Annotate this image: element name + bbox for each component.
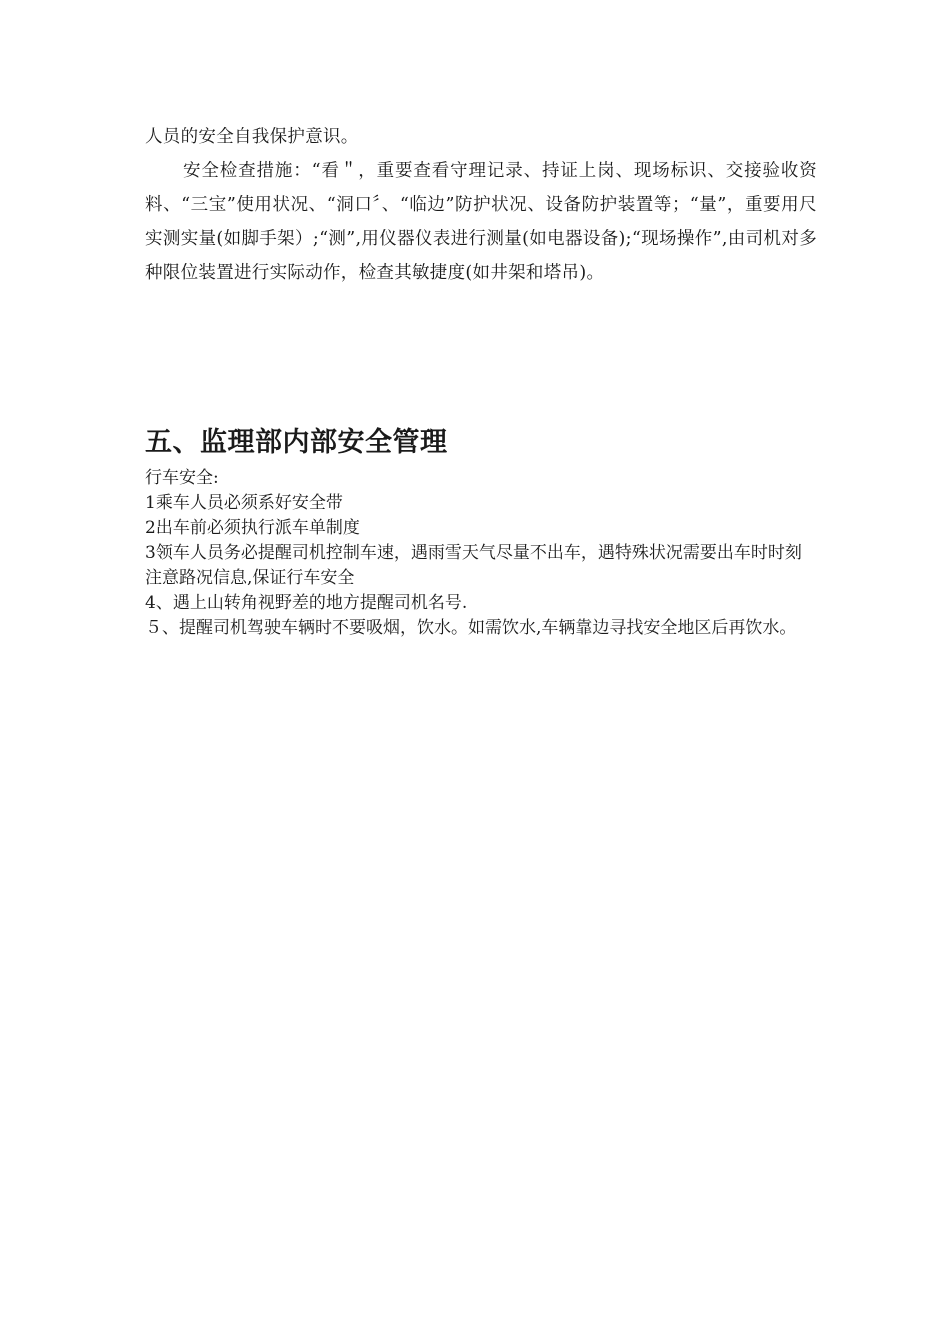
inspection-measures-paragraph: 安全检查措施：“看＂，重要查看守理记录、持证上岗、现场标识、交接验收资料、“三宝”使用状况、“洞口〞、“临边”防护状况、设备防护装置等；“量”，重要用尺实测实量(如脚手架）;“测”,用仪器仪表进行测量(如电器设备);“现场操作”,由司机对多种限位装置进行实际动作，检查其敏捷度(如井架和塔吊)。: [145, 161, 817, 283]
list-item: 3领车人员务必提醒司机控制车速，遇雨雪天气尽量不出车，遇特殊状况需要出车时时刻注意路况信息,保证行车安全: [145, 543, 802, 588]
safety-inspection-text: [145, 120, 817, 290]
driving-safety-section: [145, 466, 817, 641]
continuation-paragraph: 人员的安全自我保护意识。: [145, 127, 359, 147]
section-heading: 五、监理部内部安全管理: [145, 427, 448, 458]
list-item: 1乘车人员必须系好安全带: [145, 493, 343, 513]
list-item: ５、提醒司机驾驶车辆时不要吸烟，饮水。如需饮水,车辆靠边寻找安全地区后再饮水。: [145, 618, 797, 638]
driving-safety-subheading: 行车安全:: [145, 468, 219, 488]
list-item: 2出车前必须执行派车单制度: [145, 518, 360, 538]
list-item: 4、遇上山转角视野差的地方提醒司机名号.: [145, 593, 468, 613]
